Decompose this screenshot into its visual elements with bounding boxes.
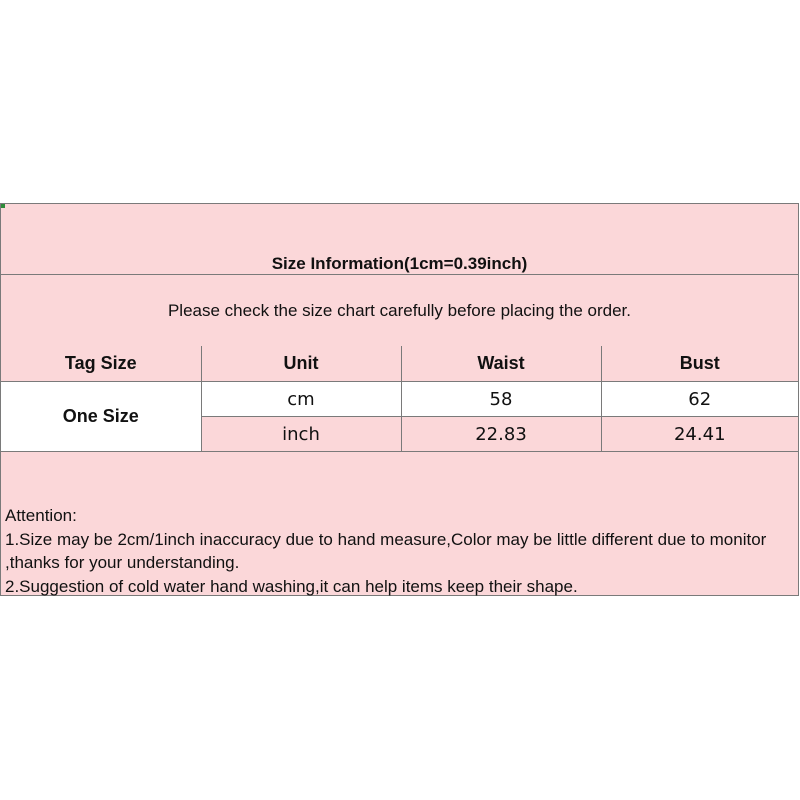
size-table xyxy=(1,346,798,452)
attention-notes xyxy=(5,504,795,598)
chart-title: Size Information(1cm=0.39inch) xyxy=(271,254,528,273)
attention-line-2: 2.Suggestion of cold water hand washing,it can help items keep their shape. xyxy=(5,576,578,596)
waist-cell: 22.83 xyxy=(401,417,601,452)
notice-row xyxy=(1,275,798,347)
table-row xyxy=(1,382,798,417)
tag-size-value: One Size xyxy=(1,382,201,452)
unit-cell: cm xyxy=(201,382,401,417)
bust-cell: 24.41 xyxy=(601,417,798,452)
header-bust: Bust xyxy=(601,346,798,382)
title-row xyxy=(1,204,798,275)
header-tag-size: Tag Size xyxy=(1,346,201,382)
table-header-row xyxy=(1,346,798,382)
header-waist: Waist xyxy=(401,346,601,382)
attention-heading: Attention: xyxy=(5,506,77,525)
header-unit: Unit xyxy=(201,346,401,382)
bust-cell: 62 xyxy=(601,382,798,417)
size-chart xyxy=(0,203,799,596)
notice-text: Please check the size chart carefully before placing the order. xyxy=(167,301,632,320)
attention-line-1: 1.Size may be 2cm/1inch inaccuracy due to hand measure,Color may be little different due to monitor ,thanks for your understanding. xyxy=(5,529,767,572)
waist-cell: 58 xyxy=(401,382,601,417)
unit-cell: inch xyxy=(201,417,401,452)
